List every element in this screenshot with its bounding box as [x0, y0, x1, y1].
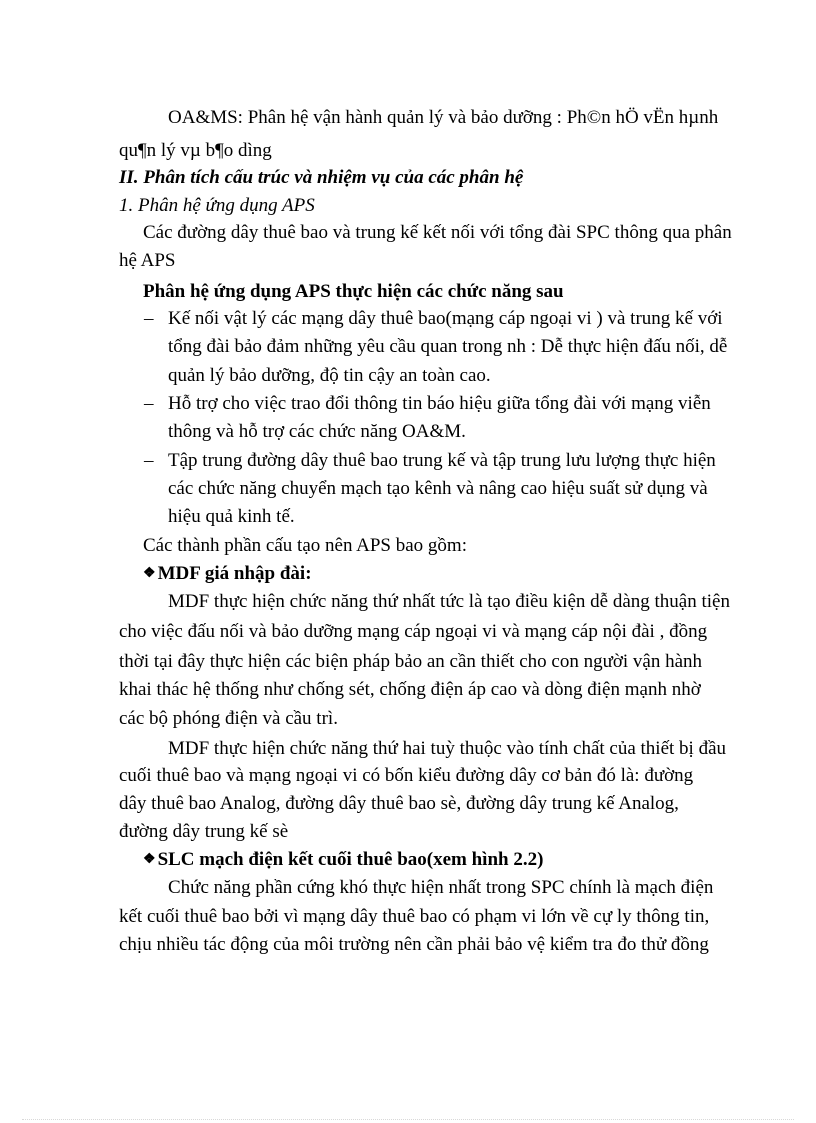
bullet-dash: –	[144, 308, 154, 329]
slc-para1-line-1: Chức năng phần cứng khó thực hiện nhất trong SPC chính là mạch điện	[168, 877, 714, 898]
functions-heading: Phân hệ ứng dụng APS thực hiện các chức năng sau	[143, 281, 564, 302]
slc-para1-line-2: kết cuối thuê bao bởi vì mạng dây thuê bao có phạm vi lớn về cự ly thông tin,	[119, 906, 710, 927]
bullet-2-line-2: thông và hỗ trợ các chức năng OA&M.	[168, 421, 466, 442]
bullet-3-line-3: hiệu quả kinh tế.	[168, 506, 295, 527]
aps-intro-line-1: Các đường dây thuê bao và trung kế kết nối với tổng đài SPC thông qua phân	[143, 222, 732, 243]
mdf-para1-line-5: các bộ phóng điện và cầu trì.	[119, 708, 338, 729]
bullet-1-line-3: quản lý bảo dưỡng, độ tin cậy an toàn cao.	[168, 365, 491, 386]
bullet-3-line-1: Tập trung đường dây thuê bao trung kế và tập trung lưu lượng thực hiện	[168, 450, 716, 471]
slc-heading	[143, 848, 543, 872]
mdf-para1-line-4: khai thác hệ thống như chống sét, chống điện áp cao và dòng điện mạnh nhờ	[119, 679, 701, 700]
bullet-dash: –	[144, 450, 154, 471]
bullet-1-line-2: tổng đài bảo đảm những yêu cầu quan trong nh : Dễ thực hiện đấu nối, dễ	[168, 336, 728, 357]
bullet-dash: –	[144, 393, 154, 414]
mdf-para2-line-4: đường dây trung kế sè	[119, 821, 289, 842]
mdf-para1-line-3: thời tại đây thực hiện các biện pháp bảo an cần thiết cho con người vận hành	[119, 651, 703, 672]
intro-line-2: qu¶n lý vµ b¶o dìng	[119, 140, 272, 161]
bullet-3-line-2: các chức năng chuyển mạch tạo kênh và nâng cao hiệu suất sử dụng và	[168, 478, 708, 499]
slc-heading-text: SLC mạch điện kết cuối thuê bao(xem hình 2.2)	[157, 849, 544, 870]
bullet-2-line-1: Hỗ trợ cho việc trao đổi thông tin báo hiệu giữa tổng đài với mạng viễn	[168, 393, 711, 414]
mdf-para1-line-2: cho việc đấu nối và bảo dưỡng mạng cáp ngoại vi và mạng cáp nội đài , đồng	[119, 621, 708, 642]
page-bottom-rule	[22, 1119, 794, 1120]
section-heading: II. Phân tích cấu trúc và nhiệm vụ của các phân hệ	[119, 167, 524, 188]
intro-line-1: OA&MS: Phân hệ vận hành quản lý và bảo dưỡng : Ph©n hÖ vËn hµnh	[168, 107, 719, 128]
mdf-para1-line-1: MDF thực hiện chức năng thứ nhất tức là tạo điều kiện dễ dàng thuận tiện	[168, 591, 730, 612]
mdf-heading	[143, 562, 312, 586]
diamond-bullet-icon: ❖	[143, 852, 156, 867]
aps-intro-line-2: hệ APS	[119, 250, 176, 271]
mdf-heading-text: MDF giá nhập đài:	[157, 563, 312, 584]
mdf-para2-line-1: MDF thực hiện chức năng thứ hai tuỳ thuộc vào tính chất của thiết bị đầu	[168, 738, 727, 759]
diamond-bullet-icon: ❖	[143, 566, 156, 581]
subsection-heading: 1. Phân hệ ứng dụng APS	[119, 195, 315, 216]
bullet-1-line-1: Kế nối vật lý các mạng dây thuê bao(mạng cáp ngoại vi ) và trung kế với	[168, 308, 723, 329]
slc-para1-line-3: chịu nhiều tác động của môi trường nên cần phải bảo vệ kiểm tra đo thử đồng	[119, 934, 709, 955]
mdf-para2-line-3: dây thuê bao Analog, đường dây thuê bao sè, đường dây trung kế Analog,	[119, 793, 679, 814]
components-intro: Các thành phần cấu tạo nên APS bao gồm:	[143, 535, 467, 556]
mdf-para2-line-2: cuối thuê bao và mạng ngoại vi có bốn kiểu đường dây cơ bản đó là: đường	[119, 765, 694, 786]
